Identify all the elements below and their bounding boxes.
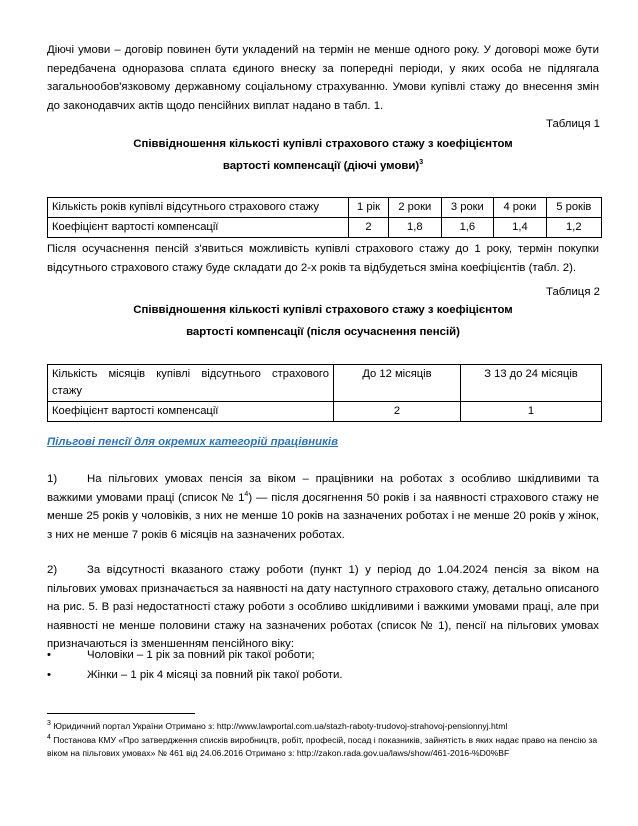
- item-number: 2): [47, 564, 58, 576]
- table-cell: До 12 місяців: [334, 365, 461, 402]
- table1-title-line2: вартості компенсації (діючі умови)$^3$: [222, 159, 424, 172]
- table-cell: З 13 до 24 місяців: [461, 365, 602, 402]
- paragraph-2: Після осучаснення пенсій з'явиться можливість купівлі страхового стажу до 1 року, термін покупки відсутнього страхового стажу буде складати до 2-х років та відбудеться зміна коефіцієнтів (табл. 2).: [47, 243, 599, 274]
- item-number: 1): [47, 473, 58, 485]
- table-cell: 1 рік: [349, 198, 389, 218]
- table-cell: Коефіцієнт вартості компенсації: [48, 402, 334, 422]
- table-cell: 1: [461, 402, 602, 422]
- footnote-3: $^3$ Юридичний портал України Отримано з: http://www.lawportal.com.ua/stazh-raboty-trudovoj-strahovoj-pensionnyj.html: [47, 720, 508, 731]
- table-cell: Кількість років купівлі відсутнього страхового стажу: [48, 198, 349, 218]
- footnote-separator: [47, 713, 195, 714]
- table1-title-line1: Співвідношення кількості купівлі страхового стажу з коефіцієнтом: [133, 138, 513, 150]
- section-heading: Пільгові пенсії для окремих категорій працівників: [47, 436, 338, 448]
- bullet-item: • Жінки – 1 рік 4 місяці за повний рік такої роботи.: [47, 669, 343, 681]
- bullet-item: • Чоловіки – 1 рік за повний рік такої роботи;: [47, 649, 315, 661]
- intro-paragraph: Діючі умови – договір повинен бути укладений на термін не менше одного року. У договорі може бути передбачена одноразова сплата єдиного внеску за попередні періоди, у яких особа не підлягала загальнообов'язковому державному соціальному страхуванню. Умови купівлі стажу до внесення змін до законодавчих актів щодо пенсійних виплат надано в табл. 1.: [47, 44, 599, 112]
- table-cell: 1,6: [441, 218, 494, 238]
- footnote-4: $^4$ Постанова КМУ «Про затвердження списків виробництв, робіт, професій, посад і показників, зайнятість в яких надає право на пенсію за віком на пільгових умовах» № 461 від 24.06.2016 Отримано з: http://zakon.rada.gov.ua/laws/show/461-2016-%D0%BF: [47, 734, 598, 758]
- bullet-icon: •: [47, 669, 51, 681]
- table-cell: 1,2: [546, 218, 601, 238]
- table-row: [48, 218, 602, 238]
- table1: [47, 197, 602, 238]
- table-cell: 5 років: [546, 198, 601, 218]
- table-cell: 2: [349, 218, 389, 238]
- footnote-ref-3[interactable]: 3: [419, 159, 424, 167]
- table2-title-line2: вартості компенсації (після осучаснення пенсій): [186, 326, 460, 338]
- table-cell: 2 роки: [389, 198, 442, 218]
- table-cell: 1,8: [389, 218, 442, 238]
- table-cell: 1,4: [494, 218, 547, 238]
- table-row: [48, 402, 602, 422]
- bullet-icon: •: [47, 649, 51, 661]
- table2: [47, 364, 602, 422]
- table2-label: Таблиця 2: [546, 286, 600, 298]
- table1-label: Таблиця 1: [546, 118, 600, 130]
- table-row: [48, 198, 602, 218]
- list-item-2: 2) За відсутності вказаного стажу роботи (пункт 1) у період до 1.04.2024 пенсія за віком на пільгових умовах призначається за наявності на дату наступного страхового стажу, детально описаного на рис. 5. В разі недостатності стажу роботи з особливо шкідливими і важкими умовами праці, але при наявності не менше половини стажу на зазначених роботах (список № 1), пенсії на пільгових умовах призначаються із зменшенням пенсійного віку:: [47, 561, 599, 654]
- table-cell: 3 роки: [441, 198, 494, 218]
- table-cell: 2: [334, 402, 461, 422]
- footnote-ref-4[interactable]: 4: [244, 490, 249, 498]
- table-cell: Кількість місяців купівлі відсутнього страхового стажу: [48, 365, 334, 402]
- table-cell: 4 роки: [494, 198, 547, 218]
- table-row: [48, 365, 602, 402]
- list-item-1: 1) На пільгових умовах пенсія за віком – працівники на роботах з особливо шкідливими та важкими умовами праці (список № $1^4$) — після досягнення 50 років і за наявності страхового стажу не менше 25 років у чоловіків, з них не менше 10 років на зазначених роботах і не менше 20 років у жінок, з них не менше 7 років 6 місяців на зазначених роботах.: [47, 470, 599, 544]
- table-cell: Коефіцієнт вартості компенсації: [48, 218, 349, 238]
- table2-title-line1: Співвідношення кількості купівлі страхового стажу з коефіцієнтом: [133, 304, 513, 316]
